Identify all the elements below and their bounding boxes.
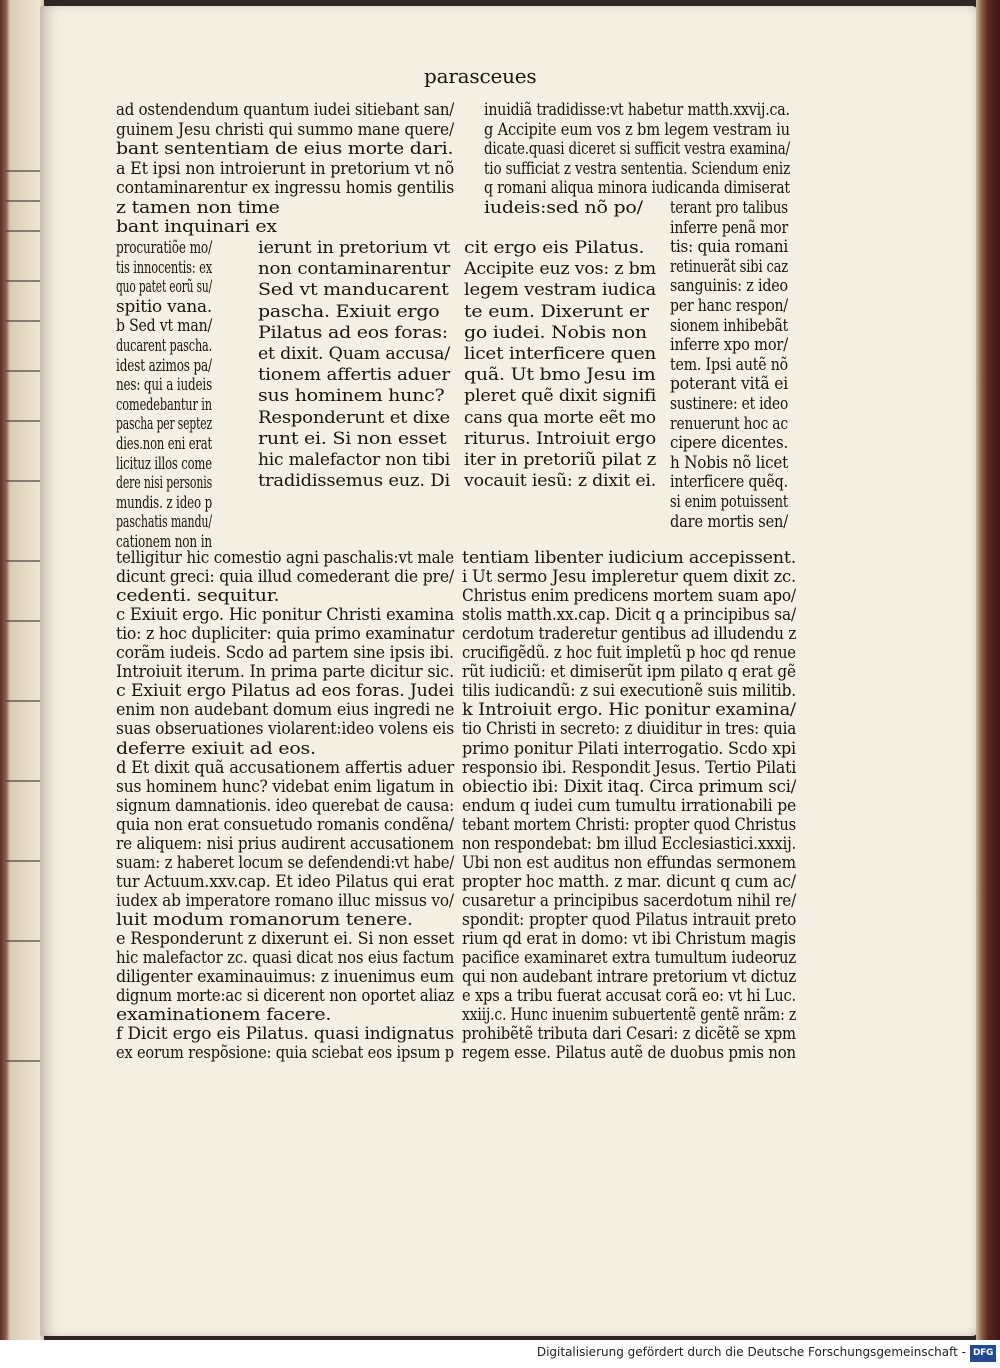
right-bottom-line: stolis matth.xx.cap. Dicit q a principibus sa/: [462, 605, 796, 625]
left-bottom-line: f Dicit ergo eis Pilatus. quasi indignatus: [116, 1024, 454, 1044]
left-bottom-line: ex eorum respõsione: quia sciebat eos ipsum p: [116, 1043, 454, 1063]
col-d-line: per hanc respon/: [670, 296, 788, 315]
left-top-line: z tamen non time: [116, 197, 280, 217]
footer-credit: Digitalisierung gefördert durch die Deutsche Forschungsgemeinschaft -: [536, 1345, 966, 1359]
col-c-line: pleret quẽ dixit signifi: [464, 386, 656, 406]
right-top-line: inuidiã tradidisse:vt habetur matth.xxvij.ca.: [484, 100, 790, 119]
left-bottom-line: c Exiuit ergo. Hic ponitur Christi examina: [116, 605, 455, 625]
right-bottom-line: primo ponitur Pilati interrogatio. Scdo xpi: [462, 738, 797, 758]
col-d-line: sustinere: et ideo: [670, 394, 789, 413]
right-bottom-line: tebant mortem Christi: propter quod Christus: [462, 814, 796, 834]
right-bottom-line: rium qd erat in domo: vt ibi Christum magis: [462, 929, 796, 948]
left-top-line: contaminarentur ex ingressu homis gentilis: [116, 178, 455, 197]
col-c-line: riturus. Introiuit ergo: [464, 428, 656, 448]
col-a-line: dere nisi personis: [116, 473, 213, 493]
left-bottom-line: re aliquem: nisi prius audirent accusationem: [116, 833, 454, 853]
left-bottom-line: telligitur hic comestio agni paschalis:vt male: [116, 548, 455, 567]
left-bottom-line: deferre exiuit ad eos.: [116, 738, 316, 758]
left-bottom-line: dignum morte:ac si dicerent non oportet aliaz: [116, 986, 455, 1006]
right-bottom-line: k Introiuit ergo. Hic ponitur examina/: [462, 700, 796, 720]
right-bottom-line: Christus enim predicens mortem suam apo/: [462, 586, 796, 606]
col-a-line: nes: qui a iudeis: [116, 375, 213, 395]
col-d-line: si enim potuissent: [670, 492, 788, 511]
right-bottom-line: tilis iudicandũ: z sui executionẽ suis militib.: [462, 681, 797, 701]
col-d-line: retinuerãt sibi caz: [670, 256, 788, 276]
col-b-line: Pilatus ad eos foras:: [258, 322, 448, 342]
left-bottom-line: diligenter examinauimus: z inuenimus eum: [116, 967, 454, 987]
col-c-line: te eum. Dixerunt er: [464, 301, 649, 321]
left-bottom-line: iudex ab imperatore romano illuc missus vo/: [116, 890, 454, 910]
col-a-line: pascha per septez: [116, 414, 213, 434]
footer-bar: [0, 1340, 1000, 1368]
col-d-line: tem. Ipsi autẽ nõ: [670, 354, 789, 374]
left-bottom-line: tur Actuum.xxv.cap. Et ideo Pilatus qui erat: [116, 871, 455, 891]
right-bottom-line: Ubi non est auditus non effundas sermonem: [462, 852, 796, 872]
col-a-line: mundis. z ideo p: [116, 492, 213, 512]
right-bottom-line: xxiij.c. Hunc inuenim subuertentẽ gentẽ nrãm: z: [462, 1005, 797, 1025]
right-top-line: q romani aliqua minora iudicanda dimiserat: [484, 178, 790, 197]
col-a-line: ducarent pascha.: [116, 336, 213, 355]
left-top-line: a Et ipsi non introierunt in pretorium vt nõ: [116, 158, 454, 178]
col-a-line: cationem non in: [116, 532, 213, 551]
col-d-line: h Nobis nõ licet: [670, 452, 789, 472]
right-bottom-line: obiectio ibi: Dixit itaq. Circa primum sci/: [462, 776, 797, 796]
left-bottom-line: suam: z haberet locum se defendendi:vt habe/: [116, 852, 455, 872]
col-a-line: idest azimos pa/: [116, 355, 212, 375]
col-b-line: hic malefactor non tibi: [258, 450, 451, 469]
left-top-line: guinem Jesu christi qui summo mane quere/: [116, 119, 454, 139]
left-bottom-line: suas obseruationes violarent:ideo volens eis: [116, 719, 454, 739]
left-top-line: ad ostendendum quantum iudei sitiebant san/: [116, 100, 455, 119]
left-bottom-line: c Exiuit ergo Pilatus ad eos foras. Judei: [116, 681, 454, 701]
col-b-line: pascha. Exiuit ergo: [258, 301, 440, 321]
left-top-line: bant inquinari ex: [116, 217, 277, 236]
col-b-line: sus hominem hunc?: [258, 386, 445, 406]
left-bottom-line: luit modum romanorum tenere.: [116, 909, 413, 929]
left-bottom-line: cedenti. sequitur.: [116, 586, 280, 606]
col-d-line: terant pro talibus: [670, 198, 788, 217]
col-b-line: Responderunt et dixe: [258, 407, 451, 427]
right-bottom-line: responsio ibi. Respondit Jesus. Tertio Pilati: [462, 757, 797, 777]
col-c-line: vocauit iesũ: z dixit ei.: [464, 471, 657, 491]
col-c-line: go iudei. Nobis non: [464, 322, 647, 342]
col-a-line: quo patet eorũ su/: [116, 277, 213, 297]
right-bottom-line: regem esse. Pilatus autẽ de duobus pmis non: [462, 1043, 796, 1063]
right-bottom-line: tentiam libenter iudicium accepissent.: [462, 548, 797, 567]
col-a-line: paschatis mandu/: [116, 512, 212, 532]
col-d-line: inferre penã mor: [670, 217, 789, 237]
left-bottom-line: dicunt greci: quia illud comederant die pre/: [116, 567, 454, 587]
right-bottom-line: endum q iudei cum tumultu irrationabili pe: [462, 795, 797, 815]
col-a-line: b Sed vt man/: [116, 316, 213, 336]
right-top-line: tio sufficiat z vestra sententia. Sciendum eniz: [484, 158, 791, 178]
col-a-line: dies.non eni erat: [116, 434, 213, 453]
dfg-logo: DFG: [970, 1345, 996, 1362]
col-d-line: sionem inhibebãt: [670, 315, 788, 335]
col-b-line: et dixit. Quam accusa/: [258, 344, 450, 363]
right-bottom-line: qui non audebant intrare pretorium vt dictuz: [462, 967, 797, 987]
col-a-line: tis innocentis: ex: [116, 257, 213, 277]
col-a-line: procuratiõe mo/: [116, 238, 213, 257]
right-bottom-line: pacifice examinaret extra tumultum iudeoruz: [462, 948, 797, 968]
left-bottom-line: d Et dixit quã accusationem affertis aduer: [116, 757, 455, 777]
col-c-line: quã. Ut bmo Jesu im: [464, 365, 656, 385]
col-c-line: legem vestram iudica: [464, 280, 657, 300]
col-b-line: Sed vt manducarent: [258, 280, 449, 300]
right-bottom-line: e xps a tribu fuerat accusat corã eo: vt hi Luc.: [462, 986, 797, 1006]
col-d-line: cipere dicentes.: [670, 433, 789, 453]
col-d-line: renuerunt hoc ac: [670, 413, 788, 433]
right-bottom-line: propter hoc matth. z mar. dicunt q cum ac/: [462, 871, 796, 891]
left-bottom-line: sus hominem hunc? videbat enim ligatum in: [116, 776, 454, 796]
right-bottom-line: i Ut sermo Jesu impleretur quem dixit zc.: [462, 567, 796, 587]
col-d-line: sanguinis: z ideo: [670, 276, 788, 296]
left-bottom-line: examinationem facere.: [116, 1005, 332, 1025]
right-bottom-line: prohibẽtẽ tributa dari Cesari: z dicẽtẽ se xpm: [462, 1024, 796, 1044]
left-bottom-line: corãm iudeis. Scdo ad partem sine ipsis ibi.: [116, 643, 454, 663]
col-c-line: cans qua morte eẽt mo: [464, 407, 656, 427]
col-d-line: poterant vitã ei: [670, 374, 789, 394]
col-d-line: inferre xpo mor/: [670, 335, 788, 355]
col-b-line: runt ei. Si non esset: [258, 428, 447, 448]
left-bottom-line: enim non audebant domum eius ingredi ne: [116, 700, 455, 720]
right-bottom-line: rũt iudiciũ: et dimiserũt ipm pilato q erat gẽ: [462, 662, 796, 682]
col-b-line: ierunt in pretorium vt: [258, 238, 450, 257]
right-top-line: iudeis:sed nõ po/: [484, 197, 643, 217]
left-bottom-line: signum damnationis. ideo querebat de causa:: [116, 795, 455, 815]
left-bottom-line: Introiuit iterum. In prima parte dicitur sic.: [116, 662, 454, 682]
col-a-line: comedebantur in: [116, 394, 212, 414]
left-bottom-line: tio: z hoc dupliciter: quia primo examinatur: [116, 624, 455, 644]
left-bottom-line: e Responderunt z dixerunt ei. Si non esset: [116, 929, 455, 948]
right-bottom-line: spondit: propter quod Pilatus intrauit preto: [462, 909, 797, 929]
col-b-line: non contaminarentur: [258, 259, 450, 279]
col-d-line: interficere quẽq.: [670, 472, 788, 492]
right-top-line: g Accipite eum vos z bm legem vestram iu: [484, 119, 790, 139]
col-d-line: tis: quia romani: [670, 237, 789, 257]
right-top-line: dicate.quasi diceret si sufficit vestra examina/: [484, 139, 790, 158]
right-bottom-line: tio Christi in secreto: z diuiditur in tres: quia: [462, 719, 797, 739]
col-c-line: licet interficere quen: [464, 344, 657, 363]
col-d-line: dare mortis sen/: [670, 511, 788, 531]
col-c-line: Accipite euz vos: z bm: [464, 259, 656, 279]
col-b-line: tionem affertis aduer: [258, 365, 450, 385]
right-bottom-line: crucifigẽdũ. z hoc fuit impletũ p hoc qd renue: [462, 643, 796, 663]
right-bottom-line: cerdotum traderetur gentibus ad illudendu z: [462, 624, 797, 644]
col-b-line: tradidissemus euz. Di: [258, 471, 450, 491]
col-c-line: iter in pretoriũ pilat z: [464, 450, 657, 469]
col-a-line: licituz illos come: [116, 453, 212, 473]
right-bottom-line: non respondebat: bm illud Ecclesiastici.xxxij.: [462, 833, 797, 853]
left-bottom-line: hic malefactor zc. quasi dicat nos eius factum: [116, 948, 455, 968]
left-bottom-line: quia non erat consuetudo romanis condẽna/: [116, 814, 454, 834]
right-bottom-line: cusaretur a principibus sacerdotum nihil re/: [462, 890, 797, 910]
running-header: parasceues: [424, 64, 537, 88]
col-a-line: spitio vana.: [116, 296, 213, 316]
left-top-line: bant sententiam de eius morte dari.: [116, 139, 454, 158]
col-c-line: cit ergo eis Pilatus.: [464, 238, 645, 257]
